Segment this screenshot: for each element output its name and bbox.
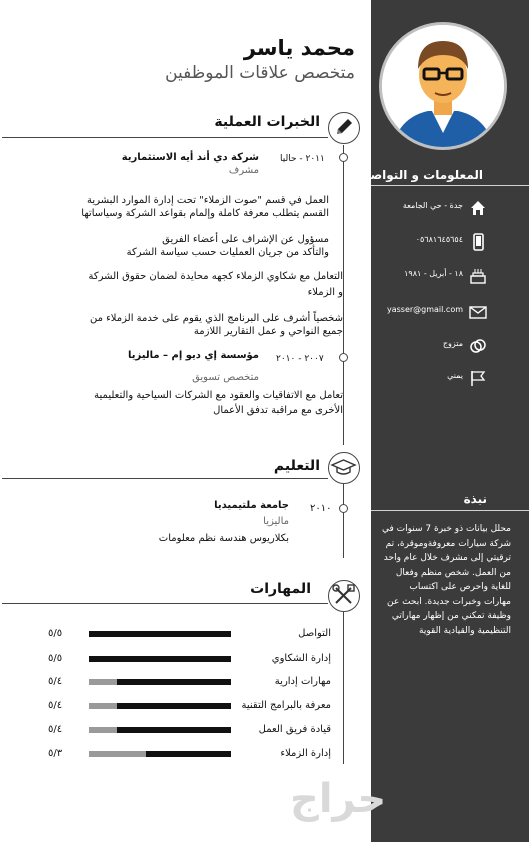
timeline-line	[343, 612, 344, 764]
phone-icon	[469, 233, 487, 251]
birthday-cake-icon	[469, 267, 487, 285]
job-description-line: مسؤول عن الإشراف على أعضاء الفريق	[162, 234, 329, 245]
school-country: ماليزيا	[263, 516, 289, 527]
job-description-line: الأخرى مع مراقبة تدفق الأعمال	[213, 405, 343, 416]
education-section-title: التعليم	[273, 458, 320, 474]
skills-section-title: المهارات	[250, 581, 311, 597]
divider	[2, 478, 328, 479]
contact-address: جدة - حي الجامعة	[371, 198, 529, 218]
skill-bar-gap	[89, 703, 117, 709]
job-description-line: تعامل مع الاتفاقيات والعقود مع الشركات السياحية والتعليمية	[94, 390, 343, 401]
contact-nationality: يمني	[371, 368, 529, 388]
timeline-dot	[339, 153, 348, 162]
graduation-cap-icon	[328, 452, 360, 484]
bio-section-title: نبذة	[463, 492, 487, 506]
skill-label: معرفة بالبرامج التقنية	[241, 700, 331, 711]
school-name: جامعة ملتيميديا	[214, 500, 289, 511]
flag-icon	[469, 369, 487, 387]
degree: بكلاريوس هندسة نظم معلومات	[158, 533, 289, 544]
timeline-line	[343, 145, 344, 445]
contact-birthdate: ١٨ - أبريل - ١٩٨١	[371, 266, 529, 286]
watermark: حراج	[290, 776, 387, 822]
job-title: متخصص علاقات الموظفين	[165, 63, 355, 83]
skill-label: إدارة الشكاوي	[271, 653, 331, 664]
skill-bar-gap	[89, 679, 117, 685]
skill-bar	[89, 727, 231, 733]
skill-score: ٥/٤	[48, 700, 63, 711]
job-description-line: و الزملاء	[307, 287, 343, 298]
skill-bar	[89, 679, 231, 685]
timeline-dot	[339, 504, 348, 513]
company-name: مؤسسة إي ديو إم – ماليزيا	[128, 350, 259, 361]
skill-label: التواصل	[298, 628, 331, 639]
job-description-line: جميع النواحي و عمل التقارير اللازمة	[193, 326, 343, 337]
skill-label: قيادة فريق العمل	[258, 724, 331, 735]
job-date: ٢٠٠٧ - ٢٠١٠	[276, 354, 324, 364]
job-description-line: القسم يتطلب معرفة كاملة وإلمام بقواعد الشركة وسياساتها	[81, 208, 329, 219]
avatar	[379, 22, 507, 150]
tools-icon	[328, 580, 360, 612]
job-role: مشرف	[228, 165, 259, 176]
divider	[2, 137, 328, 138]
skill-label: إدارة الزملاء	[280, 748, 331, 759]
home-icon	[469, 199, 487, 217]
job-description-line: والتأكد من جريان العمليات حسب سياسة الشركة	[126, 247, 329, 258]
skill-score: ٥/٤	[48, 724, 63, 735]
skill-score: ٥/٥	[48, 653, 63, 664]
contact-marital-status: متزوج	[371, 336, 529, 356]
divider	[371, 185, 529, 186]
divider	[2, 603, 328, 604]
experience-section-title: الخبرات العملية	[214, 114, 320, 130]
divider	[371, 510, 529, 511]
contact-phone: ٠٥٦٨١٦٤٥٦٥٤	[371, 232, 529, 252]
job-role: متخصص تسويق	[192, 372, 259, 383]
skill-bar-gap	[89, 751, 146, 757]
skill-bar	[89, 631, 231, 637]
skill-bar-gap	[89, 727, 117, 733]
pencil-icon	[328, 112, 360, 144]
skill-bar	[89, 703, 231, 709]
sidebar	[359, 0, 529, 842]
job-date: ٢٠١١ - حاليا	[280, 154, 325, 164]
skill-bar	[89, 751, 231, 757]
rings-icon	[469, 337, 487, 355]
skill-score: ٥/٣	[48, 748, 63, 759]
bio-text: محلل بيانات ذو خبرة 7 سنوات في شركة سيارات معروفةوموقرة، تم ترقيتي إلى مشرف خلال عام واحد من العمل. شخص منظم وفعال للغاية واحرص على اكتساب مهارات وخبرات جديدة. ابحث عن وظيفة تمكني من إظهار مهاراتي التنظيمية والقيادية القوية	[381, 524, 511, 636]
job-description-line: التعامل مع شكاوي الزملاء كجهه محايدة لضمان حقوق الشركة	[88, 271, 343, 282]
skill-label: مهارات إدارية	[274, 676, 331, 687]
person-name: محمد ياسر	[243, 36, 355, 60]
contact-email[interactable]: yasser@gmail.com	[371, 302, 529, 322]
skill-score: ٥/٤	[48, 676, 63, 687]
skill-score: ٥/٥	[48, 628, 63, 639]
timeline-line	[343, 484, 344, 558]
education-date: ٢٠١٠	[310, 503, 332, 514]
contact-section-title: المعلومات و التواصل	[359, 168, 483, 182]
company-name: شركة دي أند أيه الاستثمارية	[121, 152, 259, 163]
skill-bar	[89, 656, 231, 662]
timeline-dot	[339, 353, 348, 362]
email-icon	[469, 303, 487, 321]
job-description-line: شخصياً أشرف على البرنامج الذي يقوم على خدمة الزملاء من	[89, 313, 343, 324]
job-description-line: العمل في قسم "صوت الزملاء" تحت إدارة الموارد البشرية	[87, 195, 329, 206]
